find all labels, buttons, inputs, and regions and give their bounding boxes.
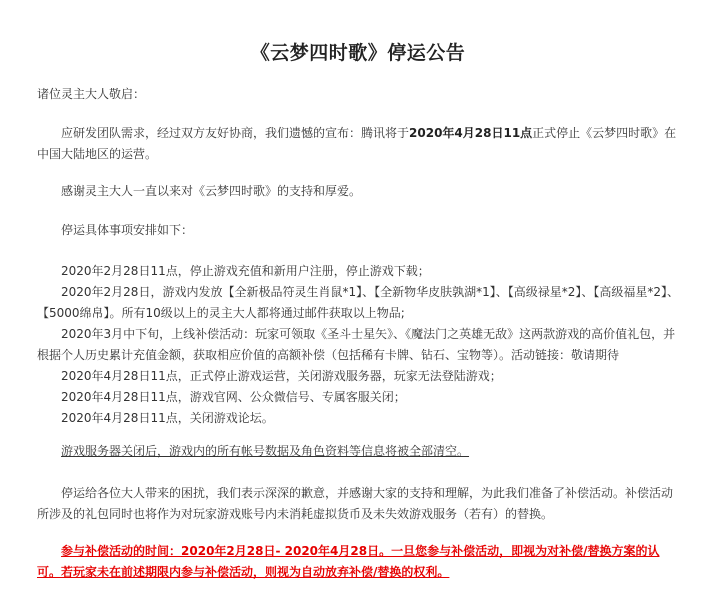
intro-prefix: 应研发团队需求，经过双方友好协商，我们遗憾的宣布：腾讯将于 (37, 126, 410, 140)
data-clear-notice (37, 441, 682, 462)
schedule-item: 2020年4月28日11点，正式停止游戏运营，关闭游戏服务器，玩家无法登陆游戏； (37, 369, 502, 383)
greeting: 诸位灵主大人敬启： (37, 87, 146, 101)
compensation-deadline-notice (37, 541, 682, 583)
apology-paragraph: 停运给各位大人带来的困扰，我们表示深深的歉意，并感谢大家的支持和理解，为此我们准备了补偿活动。补偿活动所涉及的礼包同时也将作为对玩家游戏账号内未消耗虚拟货币及未失效游戏服务（若有）的替换。 (37, 486, 674, 521)
data-clear-text: 游戏服务器关闭后，游戏内的所有帐号数据及角色资料等信息将被全部清空。 (61, 444, 470, 458)
schedule-item: 2020年3月中下旬，上线补偿活动：玩家可领取《圣斗士星矢》、《魔法门之英雄无敌》这两款游戏的高价值礼包，并根据个人历史累计充值金额，获取相应价值的高额补偿（包括稀有卡牌、钻石、宝物等）。活动链接：敬请期待 (37, 327, 676, 362)
shutdown-date: 2020年4月28日11点 (409, 126, 533, 140)
schedule-item: 2020年4月28日11点，关闭游戏论坛。 (37, 411, 274, 425)
page-title: 《云梦四时歌》停运公告 (250, 42, 466, 64)
compensation-deadline-text: 参与补偿活动的时间：2020年2月28日- 2020年4月28日。一旦您参与补偿活动，即视为对补偿/替换方案的认可。若玩家未在前述期限内参与补偿活动，则视为自动放弃补偿/替换的权利。 (37, 544, 660, 579)
schedule-item: 2020年4月28日11点，游戏官网、公众微信号、专属客服关闭； (37, 390, 406, 404)
schedule-item: 2020年2月28日11点，停止游戏充值和新用户注册，停止游戏下载； (37, 264, 430, 278)
thanks-paragraph: 感谢灵主大人一直以来对《云梦四时歌》的支持和厚爱。 (37, 184, 362, 198)
intro-paragraph (37, 123, 682, 165)
schedule-list (37, 261, 682, 429)
schedule-item: 2020年2月28日，游戏内发放【全新极品符灵生肖鼠*1】、【全新物华皮肤孰湖*1】、【高级禄星*2】、【高级福星*2】、【5000绵帛】。所有10级以上的灵主大人都将通过邮件获取以上物品; (37, 285, 679, 320)
schedule-heading: 停运具体事项安排如下： (37, 223, 194, 237)
intro-suffix: 正式停止《云梦四时歌》在中国大陆地区的运营。 (37, 126, 677, 161)
